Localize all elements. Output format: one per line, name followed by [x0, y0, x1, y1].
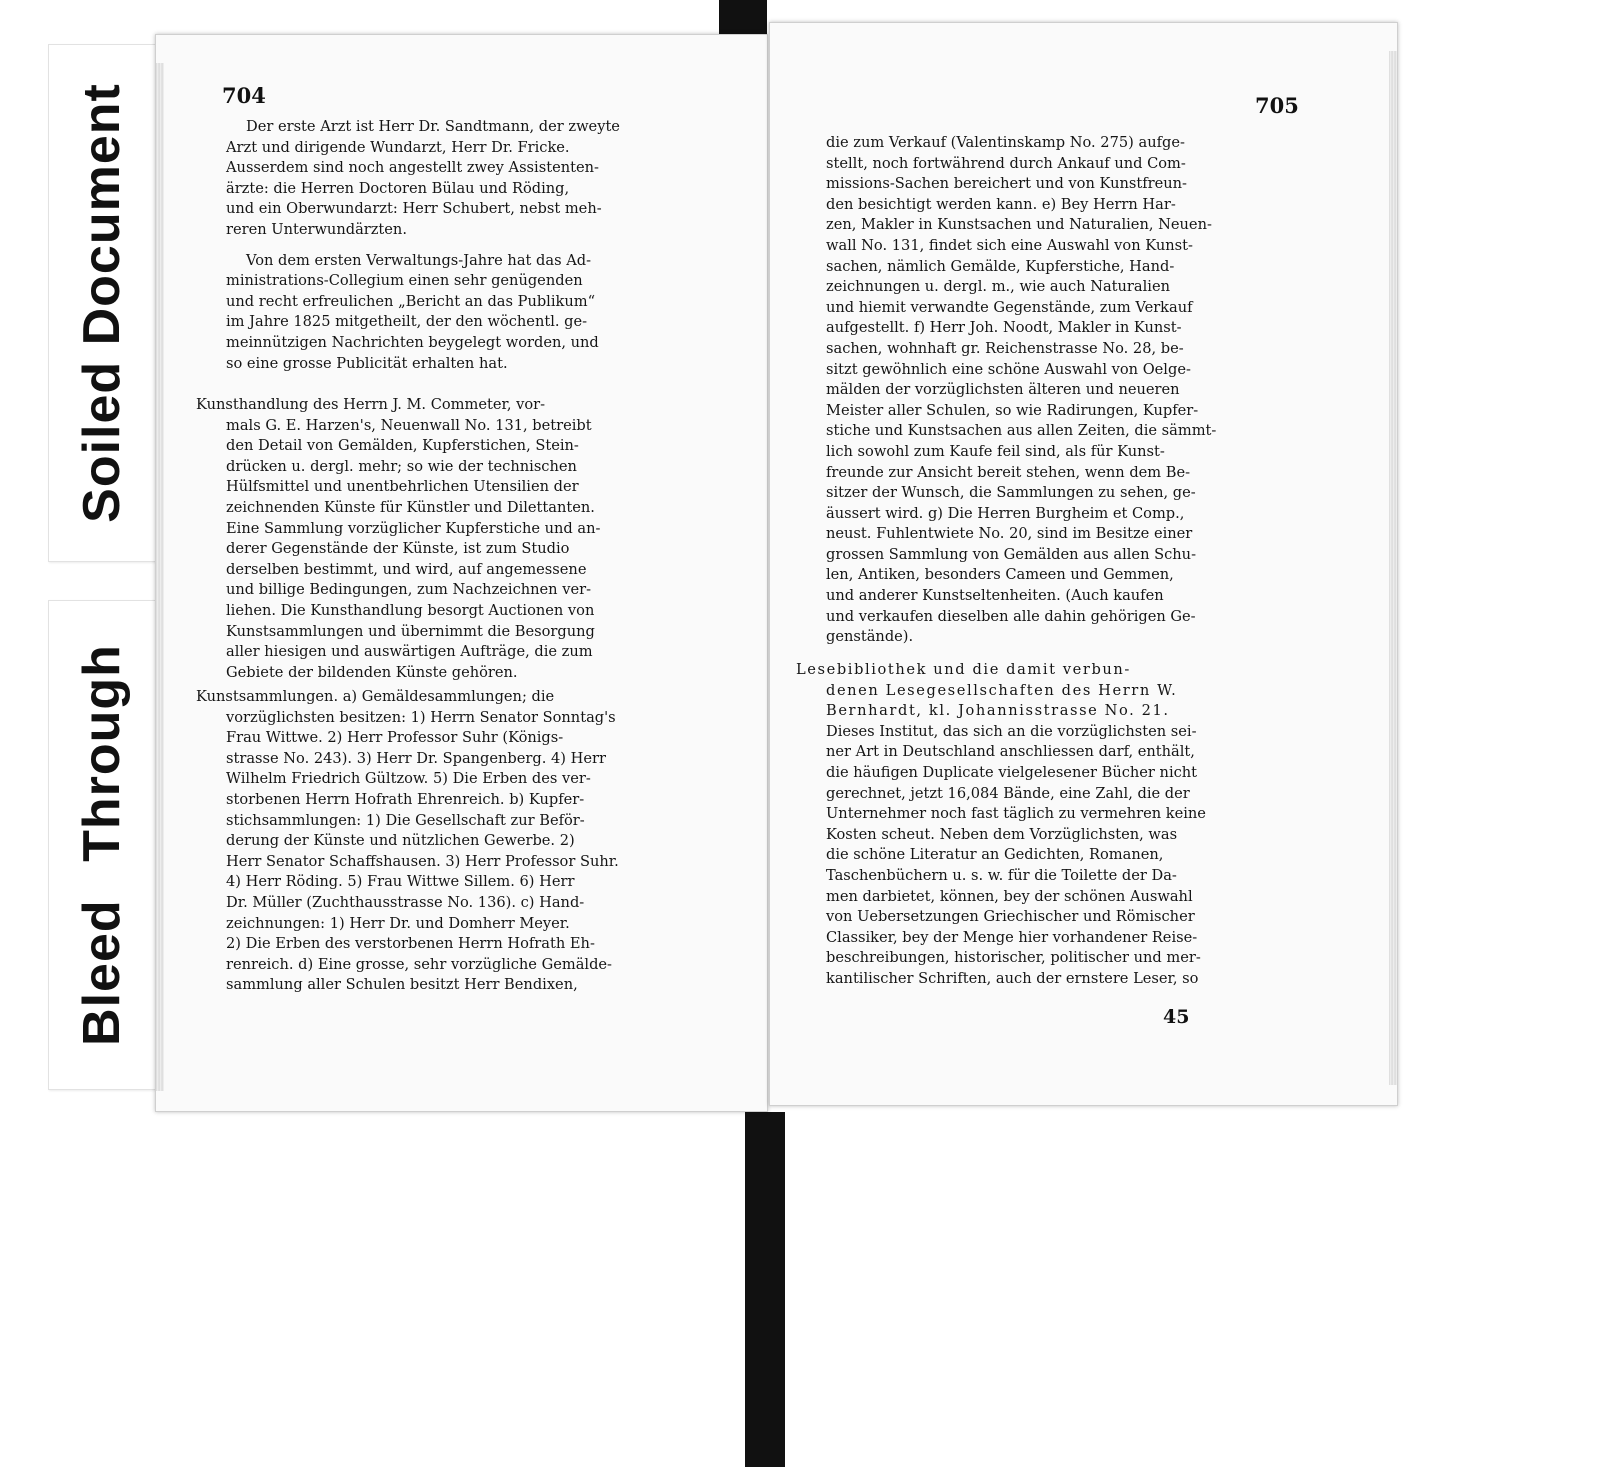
text-line: 4) Herr Röding. 5) Frau Wittwe Sillem. 6) Herr [226, 873, 575, 891]
text-line: meinnützigen Nachrichten beygelegt worden, und [226, 333, 599, 351]
text-line: Arzt und dirigende Wundarzt, Herr Dr. Fricke. [226, 138, 570, 156]
text-line: Kosten scheut. Neben dem Vorzüglichsten, was [826, 825, 1178, 843]
text-line: 2) Die Erben des verstorbenen Herrn Hofrath Eh- [226, 935, 595, 953]
text-line: liehen. Die Kunsthandlung besorgt Auctionen von [226, 601, 595, 619]
text-line: Kunstsammlungen und übernimmt die Besorgung [226, 622, 595, 640]
text-line: vorzüglichsten besitzen: 1) Herrn Senator Sonntag's [226, 708, 616, 726]
text-line: zeichnungen: 1) Herr Dr. und Domherr Meyer. [226, 914, 570, 932]
text-line: strasse No. 243). 3) Herr Dr. Spangenberg. 4) Herr [226, 749, 606, 767]
text-line: beschreibungen, historischer, politischer und mer- [826, 949, 1201, 967]
text-line: von Uebersetzungen Griechischer und Römischer [826, 908, 1195, 926]
text-line: den Detail von Gemälden, Kupferstichen, Stein- [226, 437, 579, 455]
soiled-document-stamp [48, 44, 156, 562]
text-line: lich sowohl zum Kaufe feil sind, als für Kunst- [826, 442, 1165, 460]
text-line: Von dem ersten Verwaltungs-Jahre hat das Ad- [246, 251, 592, 269]
text-line: und hiemit verwandte Gegenstände, zum Verkauf [826, 298, 1193, 316]
text-line: Unternehmer noch fast täglich zu vermehren keine [826, 805, 1206, 823]
text-line: aufgestellt. f) Herr Joh. Noodt, Makler in Kunst- [826, 319, 1182, 337]
text-line: und billige Bedingungen, zum Nachzeichnen ver- [226, 581, 592, 599]
text-line: grossen Sammlung von Gemälden aus allen Schu- [826, 545, 1197, 563]
bleed-through-label: Bleed Through [73, 644, 131, 1046]
text-line: Lesebibliothek und die damit verbun- [796, 661, 1131, 678]
text-line: zeichnenden Künste für Künstler und Dilettanten. [226, 498, 595, 516]
binding-clip-bottom [745, 1112, 785, 1467]
text-line: renreich. d) Eine grosse, sehr vorzügliche Gemälde- [226, 955, 612, 973]
right-page [769, 22, 1398, 1106]
text-line: so eine grosse Publicität erhalten hat. [226, 354, 508, 372]
text-line: zeichnungen u. dergl. m., wie auch Naturalien [826, 278, 1170, 296]
text-line: zen, Makler in Kunstsachen und Naturalien, Neuen- [826, 216, 1212, 234]
text-line: Kunsthandlung des Herrn J. M. Commeter, vor- [196, 396, 546, 413]
text-line: derung der Künste und nützlichen Gewerbe. 2) [226, 832, 575, 850]
left-page [155, 34, 768, 1112]
text-line: genstände). [826, 628, 914, 646]
text-line: und anderer Kunstseltenheiten. (Auch kaufen [826, 587, 1164, 605]
text-line: Meister aller Schulen, so wie Radirungen, Kupfer- [826, 401, 1199, 419]
text-line: missions-Sachen bereichert und von Kunstfreun- [826, 175, 1187, 193]
text-line: storbenen Herrn Hofrath Ehrenreich. b) Kupfer- [226, 790, 585, 808]
text-line: sitzt gewöhnlich eine schöne Auswahl von Oelge- [826, 360, 1191, 378]
left-page-text [226, 117, 726, 374]
bleed-through-stamp [48, 600, 156, 1090]
text-line: len, Antiken, besonders Cameen und Gemmen, [826, 566, 1174, 584]
paragraph-physicians [226, 117, 726, 241]
entry-continuation [826, 133, 1346, 648]
text-line: äussert wird. g) Die Herren Burgheim et Comp., [826, 504, 1185, 522]
text-line: Dieses Institut, das sich an die vorzüglichsten sei- [826, 722, 1197, 740]
text-line: Kunstsammlungen. a) Gemäldesammlungen; die [196, 688, 555, 705]
text-line: kantilischer Schriften, auch der ernstere Leser, so [826, 969, 1199, 987]
text-line: gerechnet, jetzt 16,084 Bände, eine Zahl, die der [826, 784, 1190, 802]
text-line: stichsammlungen: 1) Die Gesellschaft zur Beför- [226, 811, 585, 829]
text-line: sachen, wohnhaft gr. Reichenstrasse No. 28, be- [826, 339, 1184, 357]
text-line: wall No. 131, findet sich eine Auswahl von Kunst- [826, 236, 1193, 254]
text-line: die häufigen Duplicate vielgelesener Bücher nicht [826, 763, 1198, 781]
text-line: men darbietet, können, bey der schönen Auswahl [826, 887, 1193, 905]
text-line: Classiker, bey der Menge hier vorhandener Reise- [826, 928, 1198, 946]
text-line: reren Unterwundärzten. [226, 220, 407, 238]
entry-kunstsammlungen [196, 687, 746, 996]
entry-kunsthandlung [196, 395, 746, 683]
text-line: die zum Verkauf (Valentinskamp No. 275) aufge- [826, 134, 1185, 151]
text-line: Herr Senator Schaffshausen. 3) Herr Professor Suhr. [226, 852, 619, 870]
text-line: Hülfsmittel und unentbehrlichen Utensilien der [226, 478, 579, 496]
text-line: derer Gegenstände der Künste, ist zum Studio [226, 540, 570, 558]
text-line: Der erste Arzt ist Herr Dr. Sandtmann, der zweyte [246, 118, 620, 135]
text-line: aller hiesigen und auswärtigen Aufträge, die zum [226, 643, 593, 661]
text-line: mals G. E. Harzen's, Neuenwall No. 131, betreibt [226, 416, 592, 434]
text-line: drücken u. dergl. mehr; so wie der technischen [226, 457, 577, 475]
left-page-number: 704 [222, 83, 266, 108]
text-line: Taschenbüchern u. s. w. für die Toilette der Da- [826, 866, 1177, 884]
text-line: und ein Oberwundarzt: Herr Schubert, nebst meh- [226, 200, 602, 218]
text-line: sitzer der Wunsch, die Sammlungen zu sehen, ge- [826, 484, 1196, 502]
text-line: stellt, noch fortwährend durch Ankauf und Com- [826, 154, 1186, 172]
text-line: Ausserdem sind noch angestellt zwey Assistenten- [226, 159, 599, 177]
text-line: ministrations-Collegium einen sehr genügenden [226, 272, 583, 290]
text-line: den besichtigt werden kann. e) Bey Herrn Har- [826, 195, 1176, 213]
text-line: stiche und Kunstsachen aus allen Zeiten, die sämmt- [826, 422, 1217, 440]
text-line: Frau Wittwe. 2) Herr Professor Suhr (Königs- [226, 729, 564, 747]
text-line: derselben bestimmt, und wird, auf angemessene [226, 560, 587, 578]
text-line: neust. Fuhlentwiete No. 20, sind im Besitze einer [826, 525, 1193, 543]
text-line: ner Art in Deutschland anschliessen darf, enthält, [826, 743, 1195, 761]
text-line: Wilhelm Friedrich Gültzow. 5) Die Erben des ver- [226, 770, 591, 788]
soiled-document-label: Soiled Document [73, 83, 131, 523]
text-line: sachen, nämlich Gemälde, Kupferstiche, Hand- [826, 257, 1175, 275]
text-line: sammlung aller Schulen besitzt Herr Bendixen, [226, 976, 578, 994]
text-line: die schöne Literatur an Gedichten, Romanen, [826, 846, 1164, 864]
text-line: mälden der vorzüglichsten älteren und neueren [826, 381, 1180, 399]
page-edge-left [156, 63, 164, 1091]
text-line: im Jahre 1825 mitgetheilt, der den wöchentl. ge- [226, 313, 588, 331]
page-edge-right [1389, 51, 1397, 1085]
text-line: und verkaufen dieselben alle dahin gehörigen Ge- [826, 607, 1196, 625]
text-line: Dr. Müller (Zuchthausstrasse No. 136). c) Hand- [226, 893, 585, 911]
entry-lesebibliothek [796, 660, 1356, 990]
paragraph-report [226, 251, 726, 375]
right-page-number: 705 [1255, 93, 1299, 118]
text-line: Bernhardt, kl. Johannisstrasse No. 21. [826, 702, 1170, 720]
text-line: Gebiete der bildenden Künste gehören. [226, 663, 518, 681]
signature-mark: 45 [1163, 1006, 1190, 1028]
text-line: Eine Sammlung vorzüglicher Kupferstiche und an- [226, 519, 601, 537]
text-line: und recht erfreulichen „Bericht an das Publikum“ [226, 292, 596, 310]
text-line: ärzte: die Herren Doctoren Bülau und Röding, [226, 179, 570, 197]
text-line: denen Lesegesellschaften des Herrn W. [826, 681, 1178, 699]
text-line: freunde zur Ansicht bereit stehen, wenn dem Be- [826, 463, 1191, 481]
